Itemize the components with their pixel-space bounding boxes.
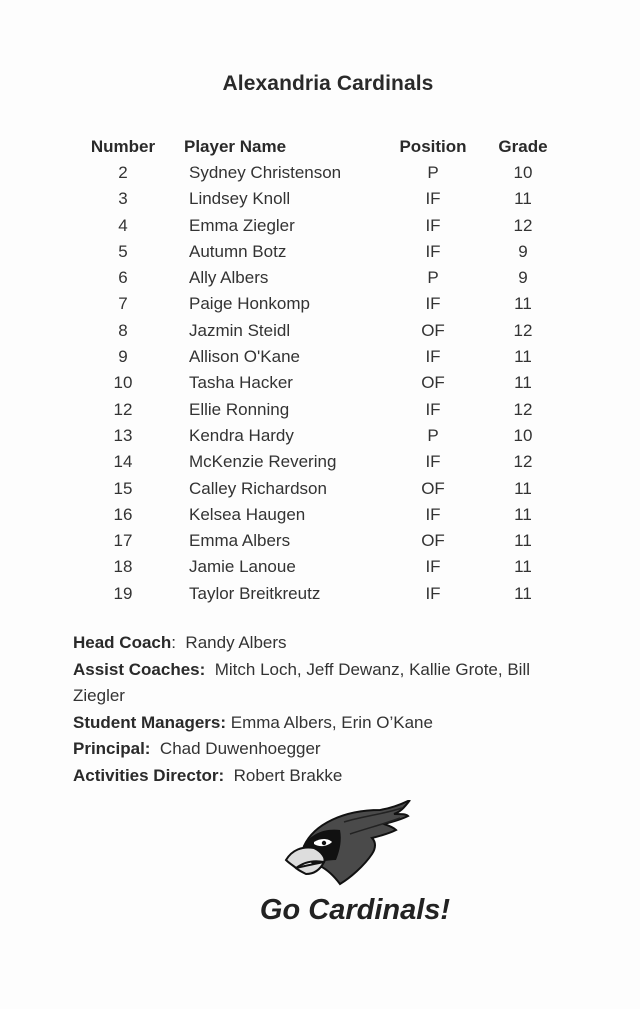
head-coach-line: Head Coach: Randy Albers xyxy=(73,633,287,652)
player-number: 15 xyxy=(113,478,133,498)
table-row xyxy=(0,239,640,265)
player-grade: 12 xyxy=(513,399,533,419)
table-row xyxy=(0,554,640,580)
table-row xyxy=(0,344,640,370)
table-row xyxy=(0,213,640,239)
player-position: IF xyxy=(425,294,441,314)
player-number: 4 xyxy=(118,215,128,235)
player-position: IF xyxy=(425,215,441,235)
player-number: 7 xyxy=(118,294,128,314)
player-grade: 11 xyxy=(514,294,532,314)
player-position: IF xyxy=(425,557,441,577)
activities-director-line xyxy=(73,763,573,790)
player-name: Calley Richardson xyxy=(189,478,327,498)
player-position: IF xyxy=(425,452,441,472)
table-row xyxy=(0,502,640,528)
player-name: Paige Honkomp xyxy=(189,294,310,314)
player-position: P xyxy=(427,425,439,445)
player-name: Jazmin Steidl xyxy=(189,320,291,340)
player-position: OF xyxy=(421,373,445,393)
player-name: Ally Albers xyxy=(189,268,269,288)
roster-table xyxy=(0,134,640,607)
player-name: Kendra Hardy xyxy=(189,425,294,445)
table-row xyxy=(0,476,640,502)
player-name: Ellie Ronning xyxy=(189,399,290,419)
player-name: Tasha Hacker xyxy=(189,373,293,393)
header-grade: Grade xyxy=(498,137,548,156)
player-position: OF xyxy=(421,320,445,340)
player-number: 14 xyxy=(113,452,133,472)
page-title: Alexandria Cardinals xyxy=(222,72,434,95)
header-number: Number xyxy=(90,137,156,156)
table-row xyxy=(0,370,640,396)
activities-director-label: Activities Director: xyxy=(73,765,225,785)
player-name: Taylor Breitkreutz xyxy=(189,583,321,603)
table-row xyxy=(0,265,640,291)
player-position: IF xyxy=(425,583,441,603)
player-name: McKenzie Revering xyxy=(189,452,337,472)
player-grade: 11 xyxy=(514,347,532,367)
player-grade: 11 xyxy=(514,478,532,498)
roster-header-row xyxy=(0,134,640,160)
staff-section xyxy=(73,630,573,789)
player-grade: 11 xyxy=(514,504,532,524)
player-number: 9 xyxy=(118,347,128,367)
player-number: 16 xyxy=(113,504,133,524)
table-row xyxy=(0,449,640,475)
player-number: 17 xyxy=(113,531,133,551)
player-grade: 12 xyxy=(513,320,533,340)
player-position: OF xyxy=(421,531,445,551)
player-position: P xyxy=(427,268,439,288)
player-position: IF xyxy=(425,347,441,367)
player-number: 10 xyxy=(113,373,133,393)
table-row xyxy=(0,318,640,344)
principal-line xyxy=(73,736,573,763)
table-row xyxy=(0,291,640,317)
slogan: Go Cardinals! xyxy=(259,894,451,926)
cardinal-head-icon xyxy=(284,800,414,886)
player-grade: 11 xyxy=(514,583,532,603)
player-name: Autumn Botz xyxy=(189,241,287,261)
head-coach-value: Randy Albers xyxy=(185,633,287,652)
player-name: Kelsea Haugen xyxy=(189,504,306,524)
player-position: IF xyxy=(425,504,441,524)
principal-value: Chad Duwenhoegger xyxy=(159,739,321,758)
table-row xyxy=(0,423,640,449)
student-managers-value: Emma Albers, Erin O’Kane xyxy=(230,712,433,732)
player-name: Allison O'Kane xyxy=(189,347,300,367)
assist-coaches-line xyxy=(73,657,573,710)
player-number: 19 xyxy=(113,583,133,603)
head-coach-label: Head Coach xyxy=(73,633,172,652)
table-row xyxy=(0,581,640,607)
player-position: IF xyxy=(425,399,441,419)
player-name: Sydney Christenson xyxy=(189,163,342,182)
table-row xyxy=(0,160,640,186)
player-name: Jamie Lanoue xyxy=(189,557,296,577)
player-number: 12 xyxy=(113,399,133,419)
header-position: Position xyxy=(399,137,467,156)
table-row xyxy=(0,528,640,554)
player-number: 2 xyxy=(118,163,128,182)
player-name: Emma Ziegler xyxy=(189,215,295,235)
player-grade: 12 xyxy=(513,215,533,235)
player-number: 3 xyxy=(118,189,128,209)
player-grade: 12 xyxy=(513,452,533,472)
student-managers-label: Student Managers: xyxy=(73,712,227,732)
player-position: IF xyxy=(425,189,441,209)
player-number: 13 xyxy=(113,425,133,445)
table-row xyxy=(0,186,640,212)
player-grade: 11 xyxy=(514,373,532,393)
principal-label: Principal: xyxy=(73,739,151,758)
player-name: Emma Albers xyxy=(189,531,291,551)
player-position: IF xyxy=(425,241,441,261)
player-number: 5 xyxy=(118,241,128,261)
activities-director-value: Robert Brakke xyxy=(233,765,343,785)
player-name: Lindsey Knoll xyxy=(189,189,291,209)
player-grade: 11 xyxy=(514,189,532,209)
header-player-name: Player Name xyxy=(184,137,287,156)
player-grade: 9 xyxy=(518,268,528,288)
player-grade: 11 xyxy=(514,557,532,577)
player-number: 18 xyxy=(113,557,133,577)
player-grade: 10 xyxy=(513,163,533,182)
player-number: 8 xyxy=(118,320,128,340)
assist-coaches-label: Assist Coaches: xyxy=(73,659,206,679)
assist-coaches-value: Mitch Loch, Jeff Dewanz, Kallie Grote, Bill Ziegler xyxy=(73,659,530,705)
player-grade: 10 xyxy=(513,425,533,445)
player-number: 6 xyxy=(118,268,128,288)
table-row xyxy=(0,397,640,423)
student-managers-line xyxy=(73,710,573,737)
player-position: P xyxy=(427,163,439,182)
player-position: OF xyxy=(421,478,445,498)
player-grade: 11 xyxy=(514,531,532,551)
player-grade: 9 xyxy=(518,241,528,261)
